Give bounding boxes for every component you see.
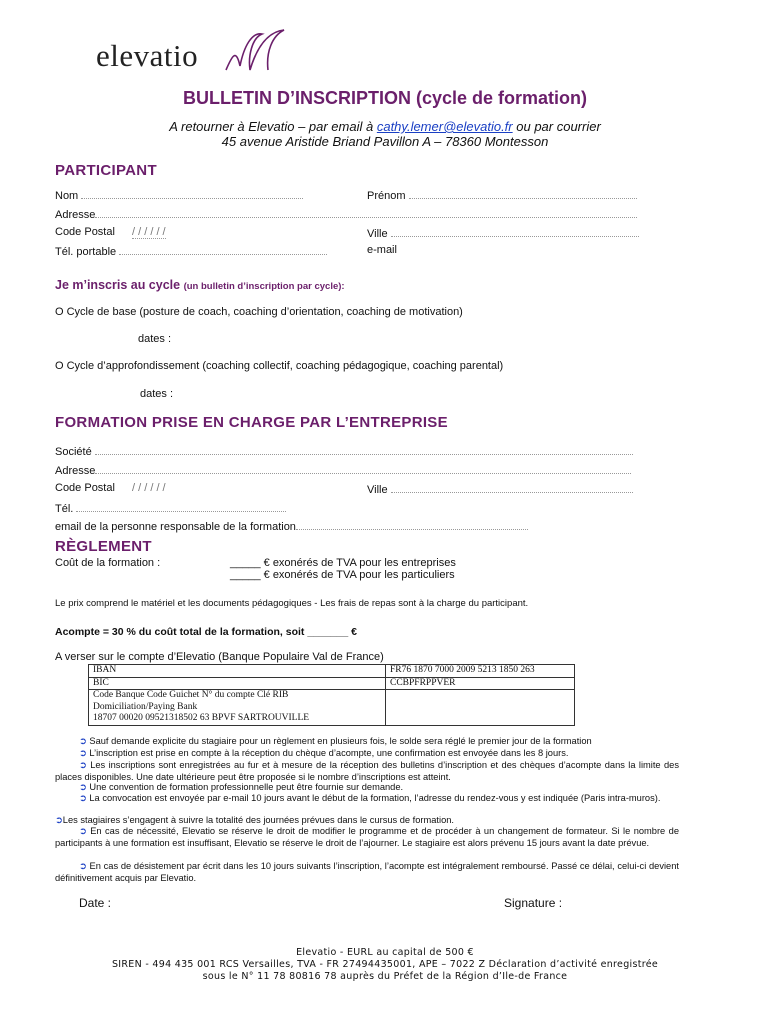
ent-adresse-row — [55, 463, 631, 477]
ent-adresse-label: Adresse — [55, 465, 96, 477]
address-line: 45 avenue Aristide Briand Pavillon A – 78360 Montesson — [221, 134, 549, 149]
ent-email-label: email de la personne responsable de la formation — [55, 521, 296, 533]
condition-text: L’inscription est prise en compte à la réception du chèque d’acompte, une confirmation est envoyée dans les 8 jours. — [89, 748, 569, 758]
condition-text: En cas de désistement par écrit dans les 10 jours suivants l’inscription, l’acompte est intégralement remboursé. Passé ce délai, celui-ci devient définitivement acquis par Elevatio. — [55, 861, 679, 883]
ent-code-postal-label: Code Postal — [55, 482, 115, 494]
footer-line-3: sous le N° 11 78 80816 78 auprès du Préfet de la Région d’Ile-de France — [202, 971, 568, 982]
participant-heading: PARTICIPANT — [55, 162, 157, 179]
tel-label: Tél. portable — [55, 246, 117, 258]
condition-item — [55, 793, 679, 805]
bank-table — [88, 664, 575, 726]
bank-codes-value: 18707 00020 09521318502 63 BPVF SARTROUVILLE — [93, 713, 310, 723]
condition-text: Sauf demande explicite du stagiaire pour un règlement en plusieurs fois, le solde sera réglé le premier jour de la formation — [89, 736, 592, 746]
societe-field[interactable] — [95, 444, 633, 455]
bank-codes-header: Code Banque Code Guichet N° du compte Clé RIB — [93, 690, 289, 700]
arrow-right-icon: ➲ — [79, 782, 87, 792]
email-label: e-mail — [367, 244, 397, 256]
prix-note: Le prix comprend le matériel et les documents pédagogiques - Les frais de repas sont à la charge du participant. — [55, 598, 529, 609]
cycle-approf-dates: dates : — [140, 388, 174, 400]
condition-item — [55, 861, 679, 884]
arrow-right-icon: ➲ — [79, 760, 87, 770]
ent-tel-row — [55, 501, 286, 515]
societe-label: Société — [55, 446, 92, 458]
bic-label: BIC — [89, 677, 386, 690]
adresse-row — [55, 207, 637, 221]
bank-empty-cell — [386, 690, 575, 726]
arrow-right-icon: ➲ — [79, 748, 87, 758]
cout-label: Coût de la formation : — [55, 557, 161, 569]
date-label: Date : — [79, 896, 112, 910]
prenom-label: Prénom — [367, 190, 406, 202]
acompte-line: Acompte = 30 % du coût total de la formation, soit _______ € — [55, 626, 357, 638]
ent-tel-field[interactable] — [76, 501, 286, 512]
contact-email-link[interactable]: cathy.lemer@elevatio.fr — [376, 119, 513, 134]
ent-adresse-field[interactable] — [95, 463, 631, 474]
condition-text: Les inscriptions sont enregistrées au fur et à mesure de la réception des bulletins d’inscription et des chèques d’acompte dans la limite des places disponibles. Une date ultérieure peut être proposée si le nombre d’inscriptions est atteint. — [55, 760, 679, 782]
verser-line: A verser sur le compte d’Elevatio (Banque Populaire Val de France) — [55, 651, 384, 663]
cycle-base-dates: dates : — [138, 333, 172, 345]
arrow-right-icon: ➲ — [79, 736, 87, 746]
societe-row — [55, 444, 633, 458]
entreprise-heading: FORMATION PRISE EN CHARGE PAR L’ENTREPRISE — [55, 414, 448, 431]
return-prefix: A retourner à Elevatio – par email à — [169, 119, 377, 134]
bank-codes-cell — [89, 690, 386, 726]
adresse-field[interactable] — [95, 207, 637, 218]
arrow-right-icon: ➲ — [79, 793, 87, 803]
code-postal-field[interactable]: / / / / / / — [132, 226, 166, 238]
iban-value: FR76 1870 7000 2009 5213 1850 263 — [386, 665, 575, 678]
arrow-right-icon: ➲ — [79, 861, 87, 871]
nom-label: Nom — [55, 190, 79, 202]
ent-ville-row — [367, 482, 633, 496]
adresse-label: Adresse — [55, 209, 96, 221]
cycle-option-base[interactable]: O Cycle de base (posture de coach, coaching d’orientation, coaching de motivation) — [55, 306, 463, 318]
ent-code-postal-row — [55, 482, 166, 494]
ent-ville-field[interactable] — [391, 482, 633, 493]
ent-email-row — [55, 519, 528, 533]
ville-field[interactable] — [391, 226, 639, 237]
email-row — [367, 244, 397, 256]
ent-ville-label: Ville — [367, 484, 388, 496]
cycle-option-approfondissement[interactable]: O Cycle d’approfondissement (coaching collectif, coaching pédagogique, coaching parental) — [55, 360, 504, 372]
footer-line-2: SIREN - 494 435 001 RCS Versailles, TVA - FR 27494435001, APE – 7022 Z Déclaration d’activité enregistrée — [111, 959, 659, 970]
condition-item — [55, 826, 679, 849]
logo-text: elevatio — [96, 38, 199, 73]
ent-tel-label: Tél. — [55, 503, 74, 515]
arrow-right-icon: ➲ — [79, 826, 87, 836]
tel-row — [55, 244, 327, 258]
condition-text: La convocation est envoyée par e-mail 10 jours avant le début de la formation, l’adresse du rendez-vous y est indiquée (Paris intra-muros). — [89, 793, 661, 803]
condition-item — [55, 815, 679, 827]
condition-item — [55, 760, 679, 783]
cycle-heading-row — [55, 278, 345, 292]
footer-line-1: Elevatio - EURL au capital de 500 € — [296, 947, 474, 958]
condition-item — [55, 736, 679, 748]
tel-field[interactable] — [119, 244, 327, 255]
prenom-field[interactable] — [409, 188, 637, 199]
condition-item — [55, 748, 679, 760]
ville-row — [367, 226, 639, 240]
bic-value: CCBPFRPPVER — [386, 677, 575, 690]
iban-label: IBAN — [89, 665, 386, 678]
page-title: BULLETIN D’INSCRIPTION (cycle de formation) — [182, 88, 588, 108]
cout-particuliers[interactable]: _____ € exonérés de TVA pour les particuliers — [230, 569, 455, 581]
condition-item — [55, 782, 679, 794]
nom-row — [55, 188, 303, 202]
return-line — [0, 119, 770, 134]
arrow-right-icon: ➲ — [55, 815, 63, 825]
logo-swirl-icon — [222, 26, 292, 76]
signature-label: Signature : — [504, 896, 563, 910]
ent-email-field[interactable] — [296, 519, 528, 530]
ville-label: Ville — [367, 228, 388, 240]
cycle-heading: Je m’inscris au cycle — [55, 278, 181, 292]
condition-text: En cas de nécessité, Elevatio se réserve le droit de modifier le programme et de procéder à un changement de formateur. Si le nombre de participants à une formation est insuffisant, Elevatio se réserve le droit de l’ajourner. Le stagiaire est alors prévenu 15 jours avant la date prévue. — [55, 826, 679, 848]
return-suffix: ou par courrier — [512, 119, 601, 134]
code-postal-row — [55, 226, 166, 238]
condition-text: Une convention de formation professionnelle peut être fournie sur demande. — [89, 782, 404, 792]
ent-code-postal-field[interactable]: / / / / / / — [132, 482, 166, 494]
cycle-heading-note: (un bulletin d’inscription par cycle): — [183, 281, 345, 292]
condition-text: Les stagiaires s’engagent à suivre la totalité des journées prévues dans le cursus de formation. — [62, 815, 455, 825]
code-postal-label: Code Postal — [55, 226, 115, 238]
bank-domiciliation: Domiciliation/Paying Bank — [93, 701, 198, 712]
cout-entreprises[interactable]: _____ € exonérés de TVA pour les entreprises — [230, 557, 456, 569]
reglement-heading: RÈGLEMENT — [55, 538, 152, 555]
prenom-row — [367, 188, 637, 202]
nom-field[interactable] — [81, 188, 303, 199]
